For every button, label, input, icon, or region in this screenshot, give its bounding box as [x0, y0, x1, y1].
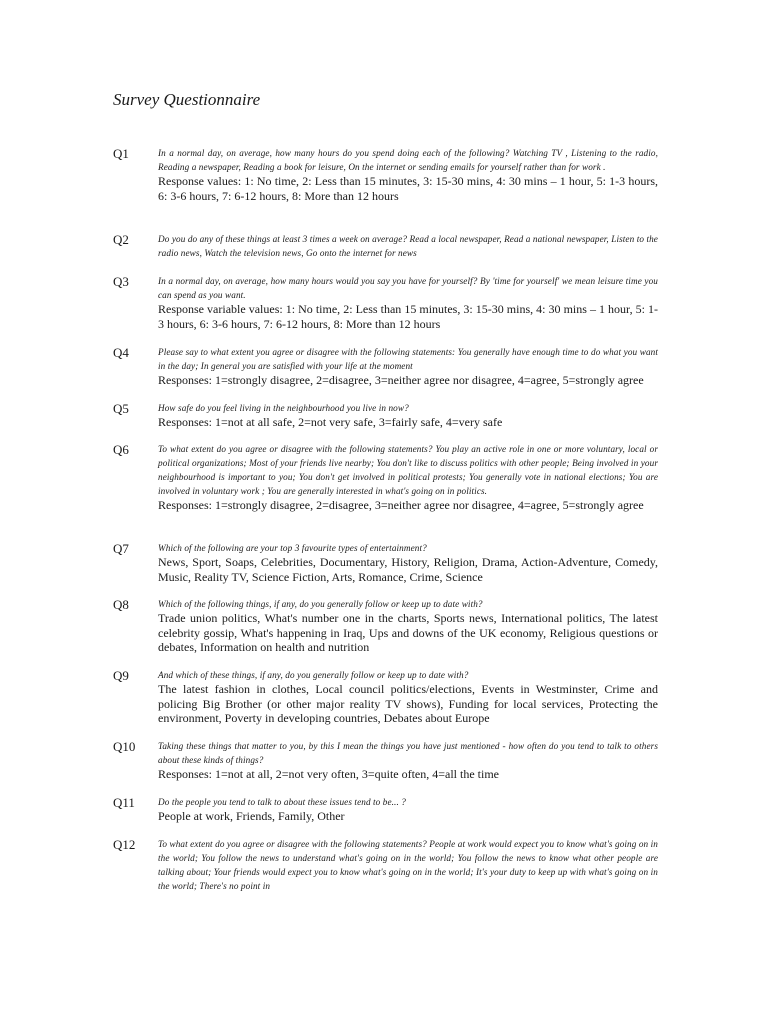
question-number: Q3	[113, 274, 129, 289]
question-q11	[113, 795, 658, 824]
question-text: Do you do any of these things at least 3 times a week on average? Read a local newspaper, Read a national newspaper, Listen to the radio news, Watch the television news, Go onto the internet for news	[158, 234, 658, 258]
question-text: To what extent do you agree or disagree with the following statements? People at work would expect you to know what's going on in the world; You follow the news to understand what's going on in the world; You follow the news to know what other people are talking about; Your friends would expect you to know what's going on in the world; It's your duty to keep up with what's going on in the world; There's no point in	[158, 839, 658, 891]
question-number: Q6	[113, 442, 129, 457]
question-text: Which of the following are your top 3 favourite types of entertainment?	[158, 543, 427, 553]
question-number: Q4	[113, 345, 129, 360]
question-q9	[113, 668, 658, 726]
question-number: Q8	[113, 597, 129, 612]
question-text: Taking these things that matter to you, by this I mean the things you have just mentioned - how often do you tend to talk to others about these kinds of things?	[158, 741, 658, 765]
question-q7	[113, 541, 658, 584]
page-title: Survey Questionnaire	[113, 90, 261, 109]
question-response: Responses: 1=not at all safe, 2=not very safe, 3=fairly safe, 4=very safe	[158, 415, 503, 429]
question-text: Which of the following things, if any, do you generally follow or keep up to date with?	[158, 599, 483, 609]
question-number: Q10	[113, 739, 136, 754]
question-q3	[113, 274, 658, 331]
question-response: Trade union politics, What's number one in the charts, Sports news, International politics, The latest celebrity gossip, What's happening in Iraq, Ups and downs of the UK economy, Religious questions or debates, Information on health and nutrition	[158, 611, 658, 654]
question-text: In a normal day, on average, how many hours would you say you have for yourself? By 'time for yourself' we mean leisure time you can spend as you want.	[158, 276, 658, 300]
question-number: Q7	[113, 541, 129, 556]
question-text: Please say to what extent you agree or disagree with the following statements: You generally have enough time to do what you want in the day; In general you are satisfied with your life at the moment	[158, 347, 658, 371]
question-number: Q9	[113, 668, 129, 683]
question-response: Response values: 1: No time, 2: Less than 15 minutes, 3: 15-30 mins, 4: 30 mins – 1 hour, 5: 1-3 hours, 6: 3-6 hours, 7: 6-12 hours, 8: More than 12 hours	[158, 174, 658, 203]
question-response: Responses: 1=strongly disagree, 2=disagree, 3=neither agree nor disagree, 4=agree, 5=strongly agree	[158, 498, 644, 512]
question-number: Q5	[113, 401, 129, 416]
question-response: The latest fashion in clothes, Local council politics/elections, Events in Westminster, Crime and policing Big Brother (or other major reality TV shows), Funding for local services, Protecting the environment, Poverty in developing countries, Debates about Europe	[158, 682, 658, 725]
question-q10	[113, 739, 658, 782]
question-text: How safe do you feel living in the neighbourhood you live in now?	[158, 403, 409, 413]
question-q5	[113, 401, 658, 430]
question-q2	[113, 232, 658, 260]
question-response: Responses: 1=not at all, 2=not very often, 3=quite often, 4=all the time	[158, 767, 500, 781]
question-text: In a normal day, on average, how many hours do you spend doing each of the following? Watching TV , Listening to the radio, Reading a newspaper, Reading a book for leisure, On the internet or sending emails for yourself rather than for work .	[158, 148, 658, 172]
question-response: People at work, Friends, Family, Other	[158, 809, 345, 823]
question-number: Q2	[113, 232, 129, 247]
question-q12	[113, 837, 658, 893]
question-text: And which of these things, if any, do you generally follow or keep up to date with?	[158, 670, 469, 680]
question-q4	[113, 345, 658, 388]
question-text: To what extent do you agree or disagree with the following statements? You play an active role in one or more voluntary, local or political organizations; Most of your friends live nearby; You don't like to discuss politics with other people; Being involved in your neighbourhood is important to you; You don't get involved in political protests; You generally vote in national elections; You are involved in voluntary work ; You are generally interested in what's going on in politics.	[158, 444, 658, 496]
question-number: Q11	[113, 795, 135, 810]
question-q1	[113, 146, 658, 203]
question-number: Q1	[113, 146, 129, 161]
question-response: Response variable values: 1: No time, 2: Less than 15 minutes, 3: 15-30 mins, 4: 30 mins – 1 hour, 5: 1-3 hours, 6: 3-6 hours, 7: 6-12 hours, 8: More than 12 hours	[158, 302, 658, 331]
question-text: Do the people you tend to talk to about these issues tend to be... ?	[158, 797, 406, 807]
question-q6	[113, 442, 658, 513]
question-response: News, Sport, Soaps, Celebrities, Documentary, History, Religion, Drama, Action-Adventure, Comedy, Music, Reality TV, Science Fiction, Arts, Romance, Crime, Science	[158, 555, 658, 584]
question-q8	[113, 597, 658, 655]
question-number: Q12	[113, 837, 136, 852]
question-response: Responses: 1=strongly disagree, 2=disagree, 3=neither agree nor disagree, 4=agree, 5=strongly agree	[158, 373, 644, 387]
